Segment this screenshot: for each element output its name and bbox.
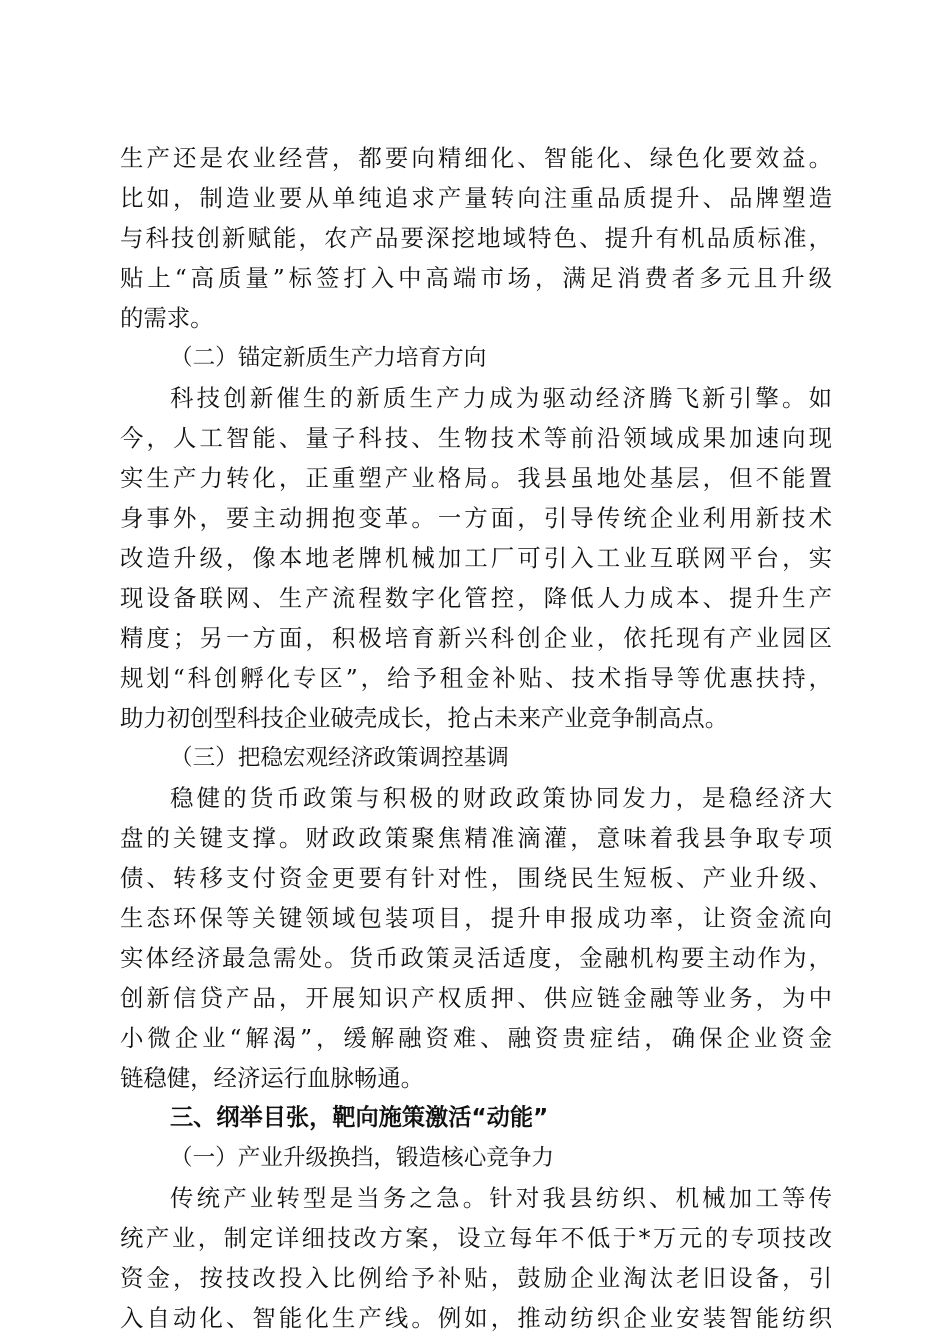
text-line: 与科技创新赋能，农产品要深挖地域特色、提升有机品质标准， (120, 224, 832, 252)
part-3-sub-heading: （一）产业升级换挡，锻造核心竞争力 (170, 1145, 555, 1171)
section-3-heading: （三）把稳宏观经济政策调控基调 (170, 745, 509, 771)
text-line: 债、转移支付资金更要有针对性，围绕民生短板、产业升级、 (120, 864, 832, 892)
text-line: 现设备联网、生产流程数字化管控，降低人力成本、提升生产 (120, 584, 832, 612)
section-2-paragraph (120, 378, 832, 738)
document-page (120, 138, 832, 1338)
part-3-heading: 三、纲举目张，靶向施策激活“动能” (170, 1104, 549, 1131)
text-line: 科技创新催生的新质生产力成为驱动经济腾飞新引擎。如 (170, 384, 832, 412)
text-line: 生态环保等关键领域包装项目，提升申报成功率，让资金流向 (120, 904, 832, 932)
text-line: 改造升级，像本地老牌机械加工厂可引入工业互联网平台，实 (120, 544, 832, 572)
text-line: 身事外，要主动拥抱变革。一方面，引导传统企业利用新技术 (120, 504, 832, 532)
text-line: 统产业，制定详细技改方案，设立每年不低于*万元的专项技改 (120, 1224, 832, 1252)
text-line: 入自动化、智能化生产线。例如，推动纺织企业安装智能纺织 (120, 1304, 832, 1332)
text-line: 比如，制造业要从单纯追求产量转向注重品质提升、品牌塑造 (120, 184, 832, 212)
text-line: 实生产力转化，正重塑产业格局。我县虽地处基层，但不能置 (120, 464, 832, 492)
text-line: 创新信贷产品，开展知识产权质押、供应链金融等业务，为中 (120, 984, 832, 1012)
section-3-paragraph (120, 778, 832, 1098)
text-line: 小微企业“解渴”，缓解融资难、融资贵症结，确保企业资金 (120, 1024, 832, 1052)
section-2-heading: （二）锚定新质生产力培育方向 (170, 345, 487, 371)
text-line: 规划“科创孵化专区”，给予租金补贴、技术指导等优惠扶持， (120, 664, 832, 692)
text-line: 今，人工智能、量子科技、生物技术等前沿领域成果加速向现 (120, 424, 832, 452)
text-line: 生产还是农业经营，都要向精细化、智能化、绿色化要效益。 (120, 144, 832, 172)
text-line: 精度；另一方面，积极培育新兴科创企业，依托现有产业园区 (120, 624, 832, 652)
text-line: 助力初创型科技企业破壳成长，抢占未来产业竞争制高点。 (120, 704, 729, 732)
text-line: 链稳健，经济运行血脉畅通。 (120, 1064, 425, 1092)
part-3-paragraph (120, 1178, 832, 1338)
text-line: 实体经济最急需处。货币政策灵活适度，金融机构要主动作为， (120, 944, 832, 972)
text-line: 传统产业转型是当务之急。针对我县纺织、机械加工等传 (170, 1184, 832, 1212)
text-line: 的需求。 (120, 304, 214, 332)
text-line: 盘的关键支撑。财政政策聚焦精准滴灌，意味着我县争取专项 (120, 824, 832, 852)
text-line: 贴上“高质量”标签打入中高端市场，满足消费者多元且升级 (120, 264, 832, 292)
text-line: 稳健的货币政策与积极的财政政策协同发力，是稳经济大 (170, 784, 832, 812)
paragraph-1 (120, 138, 832, 338)
text-line: 资金，按技改投入比例给予补贴，鼓励企业淘汰老旧设备，引 (120, 1264, 832, 1292)
